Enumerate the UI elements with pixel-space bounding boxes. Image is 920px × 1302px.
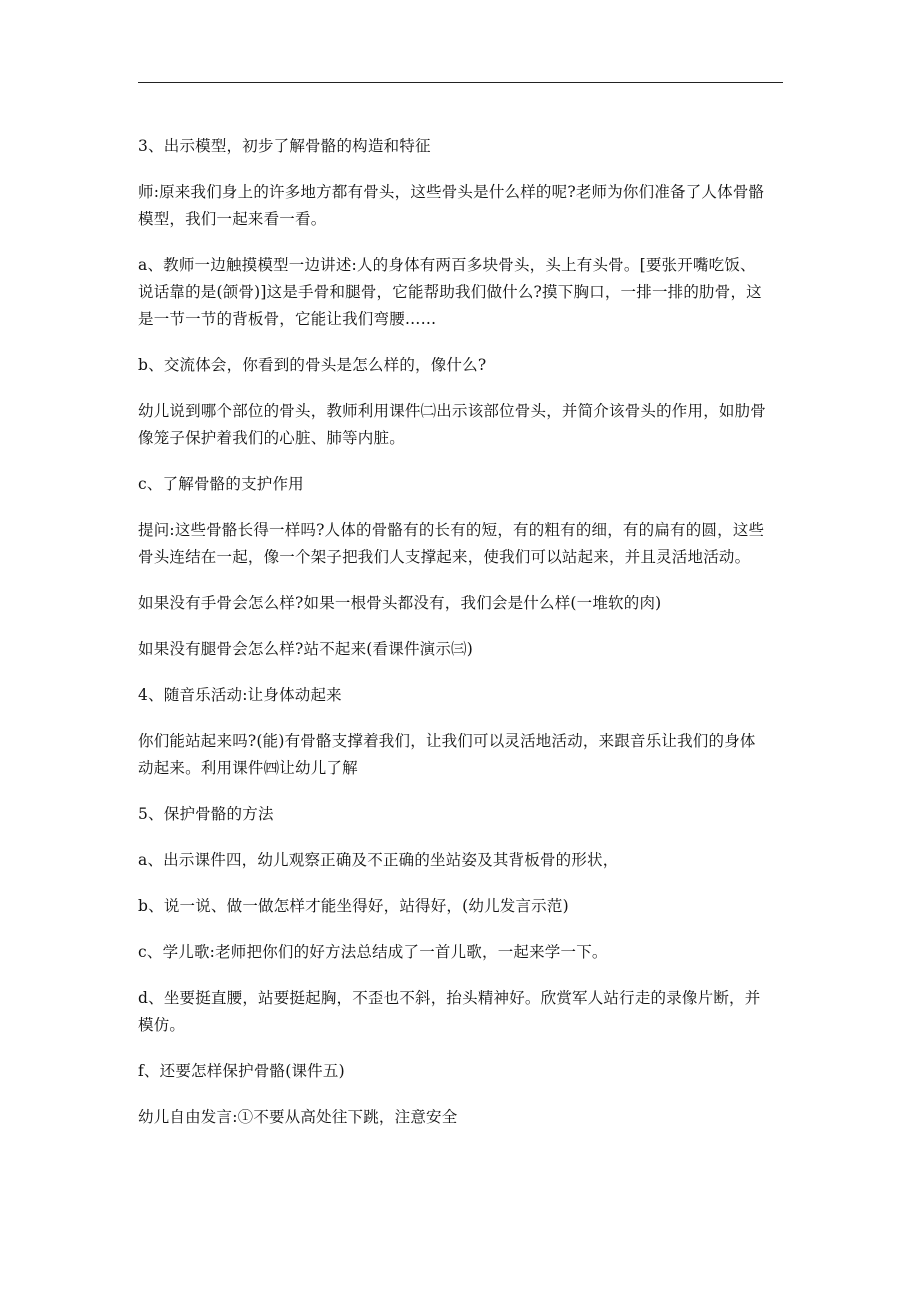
text-line: b、交流体会，你看到的骨头是怎么样的，像什么? <box>138 356 487 374</box>
paragraph-4 <box>138 352 786 379</box>
text-line: 是一节一节的背板骨，它能让我们弯腰…… <box>138 310 437 328</box>
text-line: 幼儿自由发言:①不要从高处往下跳，注意安全 <box>138 1108 458 1126</box>
text-line: c、了解骨骼的支护作用 <box>138 475 304 493</box>
paragraph-2 <box>138 179 786 233</box>
text-line: 提问:这些骨骼长得一样吗?人体的骨骼有的长有的短，有的粗有的细，有的扁有的圆，这些 <box>138 521 765 539</box>
paragraph-14 <box>138 893 786 920</box>
header-rule <box>138 82 783 83</box>
text-line: 师:原来我们身上的许多地方都有骨头，这些骨头是什么样的呢?老师为你们准备了人体骨骼 <box>138 183 765 201</box>
text-line: 如果没有手骨会怎么样?如果一根骨头都没有，我们会是什么样(一堆软的肉) <box>138 594 662 612</box>
paragraph-16 <box>138 985 786 1039</box>
text-line: d、坐要挺直腰，站要挺起胸，不歪也不斜，抬头精神好。欣赏军人站行走的录像片断，并 <box>138 989 761 1007</box>
text-line: 模仿。 <box>138 1016 186 1034</box>
text-line: 如果没有腿骨会怎么样?站不起来(看课件演示㈢) <box>138 640 474 658</box>
text-line: 3、出示模型，初步了解骨骼的构造和特征 <box>138 137 431 155</box>
text-line: 幼儿说到哪个部位的骨头，教师利用课件㈡出示该部位骨头，并简介该骨头的作用，如肋骨 <box>138 402 767 420</box>
paragraph-12 <box>138 801 786 828</box>
text-line: a、出示课件四，幼儿观察正确及不正确的坐站姿及其背板骨的形状， <box>138 851 619 869</box>
text-line: c、学儿歌:老师把你们的好方法总结成了一首儿歌，一起来学一下。 <box>138 943 608 961</box>
paragraph-15 <box>138 939 786 966</box>
paragraph-6 <box>138 471 786 498</box>
paragraph-9 <box>138 636 786 663</box>
paragraph-3 <box>138 252 786 333</box>
paragraph-7 <box>138 517 786 571</box>
paragraph-1 <box>138 133 786 160</box>
text-line: 像笼子保护着我们的心脏、肺等内脏。 <box>138 429 405 447</box>
paragraph-8 <box>138 590 786 617</box>
paragraph-10 <box>138 682 786 709</box>
text-line: 4、随音乐活动:让身体动起来 <box>138 686 342 704</box>
paragraph-18 <box>138 1104 786 1131</box>
text-line: b、说一说、做一做怎样才能坐得好，站得好，(幼儿发言示范) <box>138 897 569 915</box>
text-line: f、还要怎样保护骨骼(课件五) <box>138 1062 345 1080</box>
text-line: 你们能站起来吗?(能)有骨骼支撑着我们，让我们可以灵活地活动，来跟音乐让我们的身体 <box>138 732 756 750</box>
text-line: 动起来。利用课件㈣让幼儿了解 <box>138 759 358 777</box>
document-body <box>138 133 786 1150</box>
text-line: 骨头连结在一起，像一个架子把我们人支撑起来，使我们可以站起来，并且灵活地活动。 <box>138 548 751 566</box>
text-line: 5、保护骨骼的方法 <box>138 805 274 823</box>
paragraph-17 <box>138 1058 786 1085</box>
text-line: 模型，我们一起来看一看。 <box>138 210 327 228</box>
text-line: 说话靠的是(颌骨)]这是手骨和腿骨，它能帮助我们做什么?摸下胸口，一排一排的肋骨，这 <box>138 283 762 301</box>
paragraph-11 <box>138 728 786 782</box>
paragraph-13 <box>138 847 786 874</box>
paragraph-5 <box>138 398 786 452</box>
text-line: a、教师一边触摸模型一边讲述:人的身体有两百多块骨头，头上有头骨。[要张开嘴吃饭、 <box>138 256 756 274</box>
